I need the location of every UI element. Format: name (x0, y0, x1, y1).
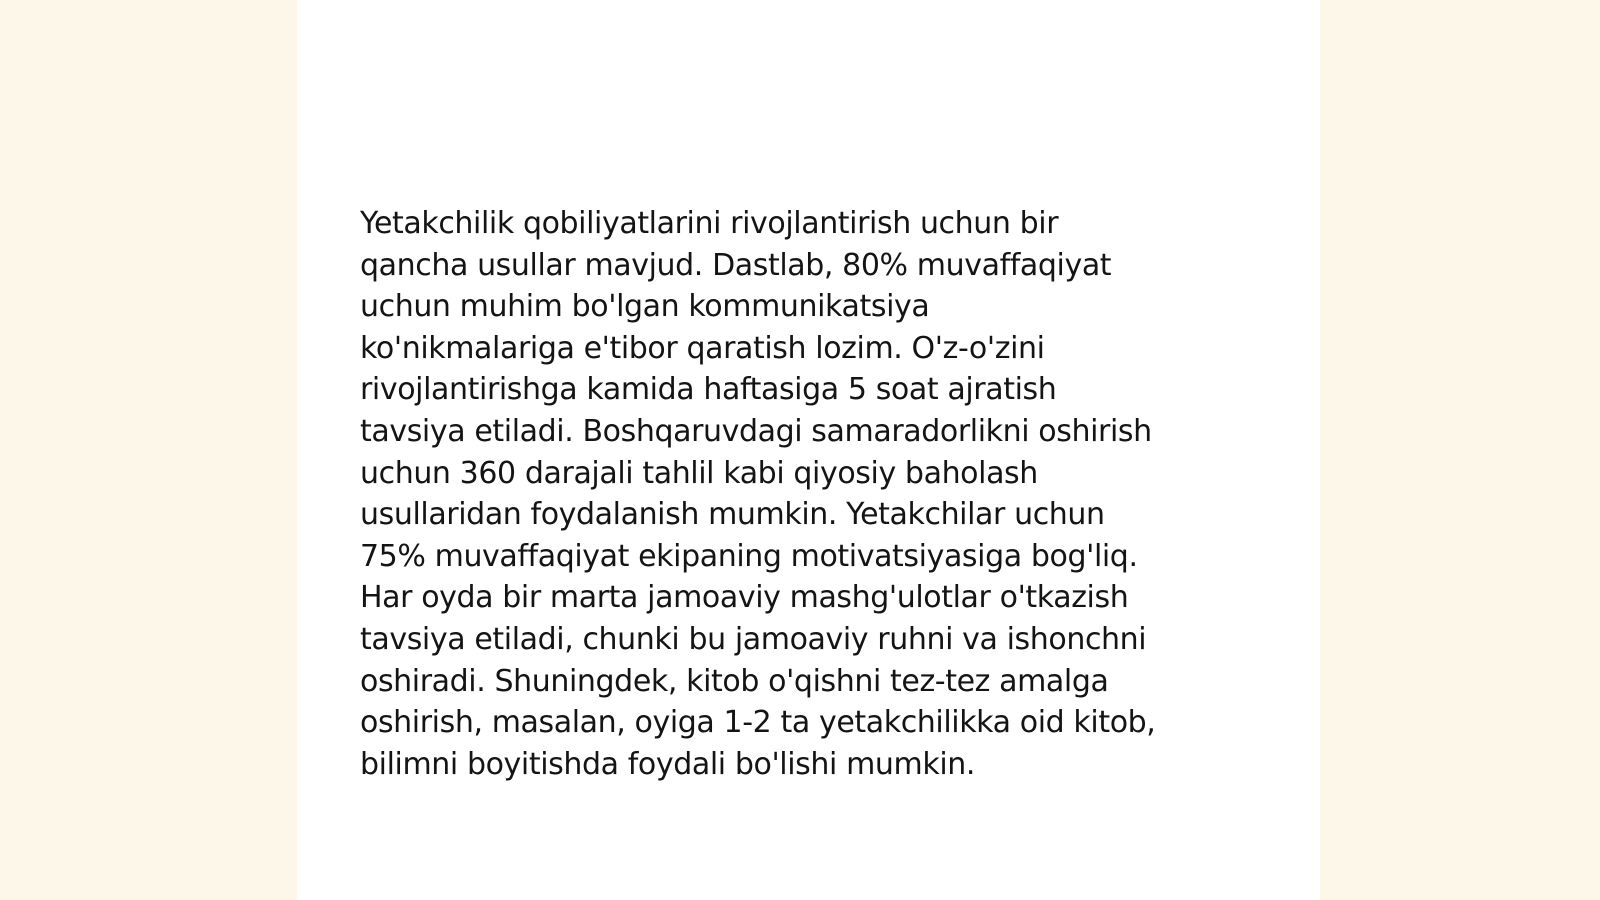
paragraph-line: rivojlantirishga kamida haftasiga 5 soat ajratish (360, 372, 1057, 408)
paragraph-line: tavsiya etiladi, chunki bu jamoaviy ruhni va ishonchni (360, 621, 1147, 657)
paragraph-line: ko'nikmalariga e'tibor qaratish lozim. O'z-o'zini (360, 330, 1045, 366)
paragraph-line: oshiradi. Shuningdek, kitob o'qishni tez-tez amalga (360, 663, 1109, 699)
paragraph-line: uchun muhim bo'lgan kommunikatsiya (360, 289, 930, 325)
body-paragraph (360, 203, 1260, 785)
paragraph-line: qancha usullar mavjud. Dastlab, 80% muvaffaqiyat (360, 247, 1112, 283)
paragraph-line: usullaridan foydalanish mumkin. Yetakchilar uchun (360, 497, 1105, 533)
paragraph-line: Har oyda bir marta jamoaviy mashg'ulotlar o'tkazish (360, 580, 1129, 616)
paragraph-line: tavsiya etiladi. Boshqaruvdagi samaradorlikni oshirish (360, 413, 1152, 449)
paragraph-line: 75% muvaffaqiyat ekipaning motivatsiyasiga bog'liq. (360, 538, 1138, 574)
paragraph-line: Yetakchilik qobiliyatlarini rivojlantirish uchun bir (360, 206, 1059, 241)
paragraph-line: bilimni boyitishda foydali bo'lishi mumkin. (360, 746, 975, 782)
document-page (297, 0, 1320, 900)
paragraph-line: oshirish, masalan, oyiga 1-2 ta yetakchilikka oid kitob, (360, 705, 1156, 741)
paragraph-line: uchun 360 darajali tahlil kabi qiyosiy baholash (360, 455, 1038, 491)
